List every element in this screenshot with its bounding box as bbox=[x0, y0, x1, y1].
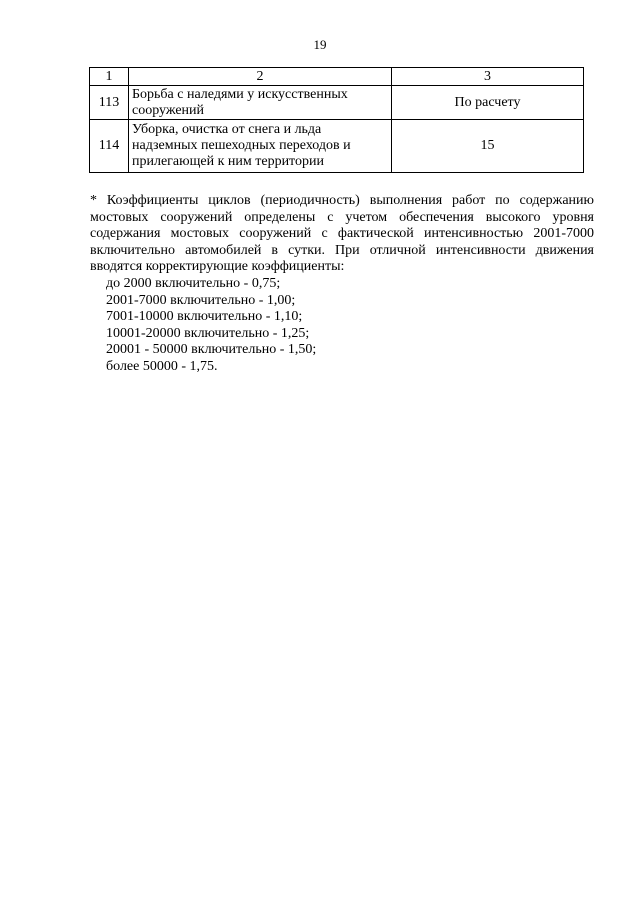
coefficient-item: 20001 - 50000 включительно - 1,50; bbox=[106, 342, 317, 358]
footnote-text: * Коэффициенты циклов (периодичность) выполнения работ по содержанию мостовых сооружений определены с учетом обеспечения высокого уровня содержания мостовых сооружений с фактической интенсивностью 2001-7000 включительно автомобилей в сутки. При отличной интенсивности движения вводятся корректирующие коэффициенты: bbox=[90, 193, 594, 275]
coefficient-list bbox=[90, 276, 594, 376]
footnote bbox=[90, 193, 594, 376]
coefficient-item: 7001-10000 включительно - 1,10; bbox=[106, 309, 303, 325]
row-value: По расчету bbox=[392, 86, 584, 120]
coefficient-item: до 2000 включительно - 0,75; bbox=[106, 275, 281, 291]
coefficient-item: более 50000 - 1,75. bbox=[106, 358, 218, 374]
row-description: Уборка, очистка от снега и льда надземных пешеходных переходов и прилегающей к ним территории bbox=[129, 120, 392, 173]
row-description: Борьба с наледями у искусственных сооружений bbox=[129, 86, 392, 120]
coefficient-item: 2001-7000 включительно - 1,00; bbox=[106, 292, 296, 308]
works-table bbox=[89, 67, 584, 173]
row-number: 114 bbox=[90, 120, 129, 173]
table-row bbox=[90, 86, 584, 120]
table-header-row bbox=[90, 68, 584, 86]
coefficient-item: 10001-20000 включительно - 1,25; bbox=[106, 325, 310, 341]
row-value: 15 bbox=[392, 120, 584, 173]
header-cell-3: 3 bbox=[392, 68, 584, 86]
header-cell-1: 1 bbox=[90, 68, 129, 86]
header-cell-2: 2 bbox=[129, 68, 392, 86]
row-number: 113 bbox=[90, 86, 129, 120]
table-row bbox=[90, 120, 584, 173]
page-number: 19 bbox=[313, 37, 327, 52]
